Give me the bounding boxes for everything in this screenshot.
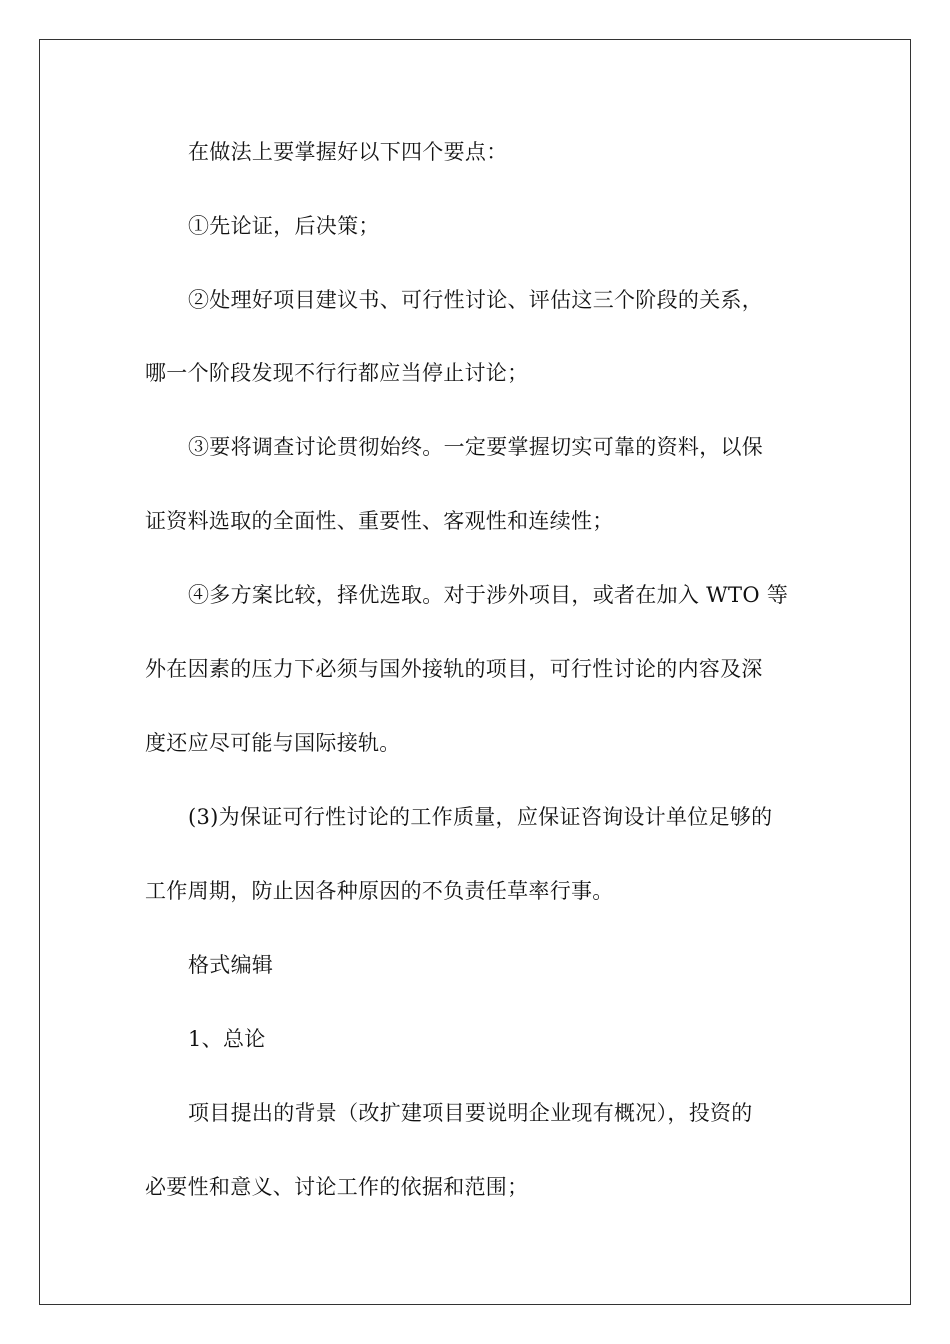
paragraph-line: (3)为保证可行性讨论的工作质量，应保证咨询设计单位足够的: [188, 805, 773, 829]
section-heading: 1、总论: [188, 1027, 266, 1051]
paragraph-line: ②处理好项目建议书、可行性讨论、评估这三个阶段的关系，: [188, 288, 764, 312]
paragraph-line: ③要将调查讨论贯彻始终。一定要掌握切实可靠的资料，以保: [188, 435, 764, 459]
paragraph-line: 证资料选取的全面性、重要性、客观性和连续性；: [145, 509, 614, 533]
paragraph-line: 工作周期，防止因各种原因的不负责任草率行事。: [145, 879, 614, 903]
paragraph-line: 必要性和意义、讨论工作的依据和范围；: [145, 1175, 529, 1199]
paragraph-line: 在做法上要掌握好以下四个要点：: [188, 140, 508, 164]
paragraph-line: 哪一个阶段发现不行行都应当停止讨论；: [145, 361, 529, 385]
paragraph-line: 度还应尽可能与国际接轨。: [145, 731, 401, 755]
section-heading: 格式编辑: [188, 953, 274, 977]
paragraph-line: ④多方案比较，择优选取。对于涉外项目，或者在加入 WTO 等: [188, 583, 789, 607]
paragraph-line: 项目提出的背景（改扩建项目要说明企业现有概况），投资的: [188, 1101, 753, 1125]
paragraph-line: ①先论证，后决策；: [188, 214, 380, 238]
paragraph-line: 外在因素的压力下必须与国外接轨的项目，可行性讨论的内容及深: [145, 657, 763, 681]
